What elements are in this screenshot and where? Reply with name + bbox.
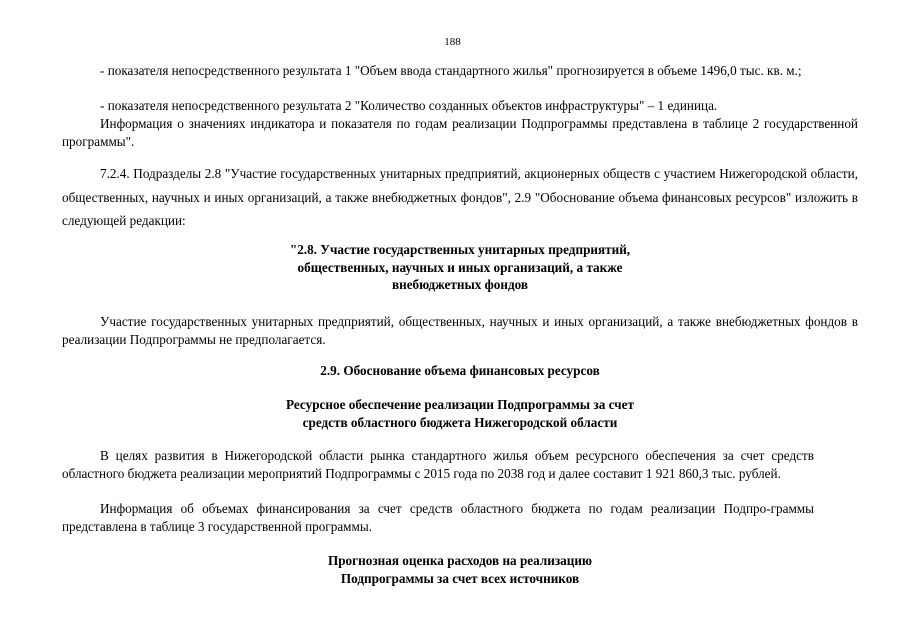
forecast-title-line-1: Прогнозная оценка расходов на реализацию: [327, 553, 593, 568]
page-number: 188: [444, 36, 461, 48]
section-2-8-title: [62, 241, 858, 294]
section-2-9-paragraph-1: В целях развития в Нижегородской области рынка стандартного жилья объем ресурсного обеспечения за счет средств областного бюджета реализации мероприятий Подпрограммы с 2015 года по 2038 год и далее составит 1 921 860,3 тыс. рублей.: [62, 448, 814, 481]
section-2-9-paragraph-2: Информация об объемах финансирования за счет средств областного бюджета по годам реализации Подпро-граммы представлена в таблице 3 государственной программы.: [62, 501, 814, 534]
section-2-9-subtitle: [62, 396, 858, 431]
section-2-8-title-line-2: общественных, научных и иных организаций, а также: [297, 259, 623, 275]
section-2-9-subtitle-line-1: Ресурсное обеспечение реализации Подпрограммы за счет: [286, 397, 634, 412]
intro-item-1: - показателя непосредственного результата 1 "Объем ввода стандартного жилья" прогнозируется в объеме 1496,0 тыс. кв. м.;: [100, 63, 802, 78]
forecast-title-line-2: Подпрограммы за счет всех источников: [340, 570, 580, 586]
section-2-8-title-line-1: "2.8. Участие государственных унитарных предприятий,: [289, 242, 631, 257]
clause-7-2-4: 7.2.4. Подразделы 2.8 "Участие государственных унитарных предприятий, акционерных обществ с участием Нижегородской области, общественных, научных и иных организаций, а также внебюджетных фондов", 2.9 "Обоснование объема финансовых ресурсов" изложить в следующей редакции:: [62, 166, 858, 228]
section-2-9-title-text: 2.9. Обоснование объема финансовых ресурсов: [320, 363, 600, 378]
intro-item-2: - показателя непосредственного результата 2 "Количество созданных объектов инфраструктуры" – 1 единица.: [100, 98, 718, 113]
intro-info: Информация о значениях индикатора и показателя по годам реализации Подпрограммы представлена в таблице 2 государственной программы".: [62, 116, 858, 149]
forecast-title: [62, 552, 858, 587]
section-2-9-subtitle-line-2: средств областного бюджета Нижегородской области: [302, 414, 618, 430]
section-2-8-title-line-3: внебюджетных фондов: [391, 277, 529, 292]
section-2-8-text: Участие государственных унитарных предприятий, общественных, научных и иных организаций, а также внебюджетных фондов в реализации Подпрограммы не предполагается.: [62, 314, 858, 347]
section-2-9-title: [62, 362, 858, 380]
